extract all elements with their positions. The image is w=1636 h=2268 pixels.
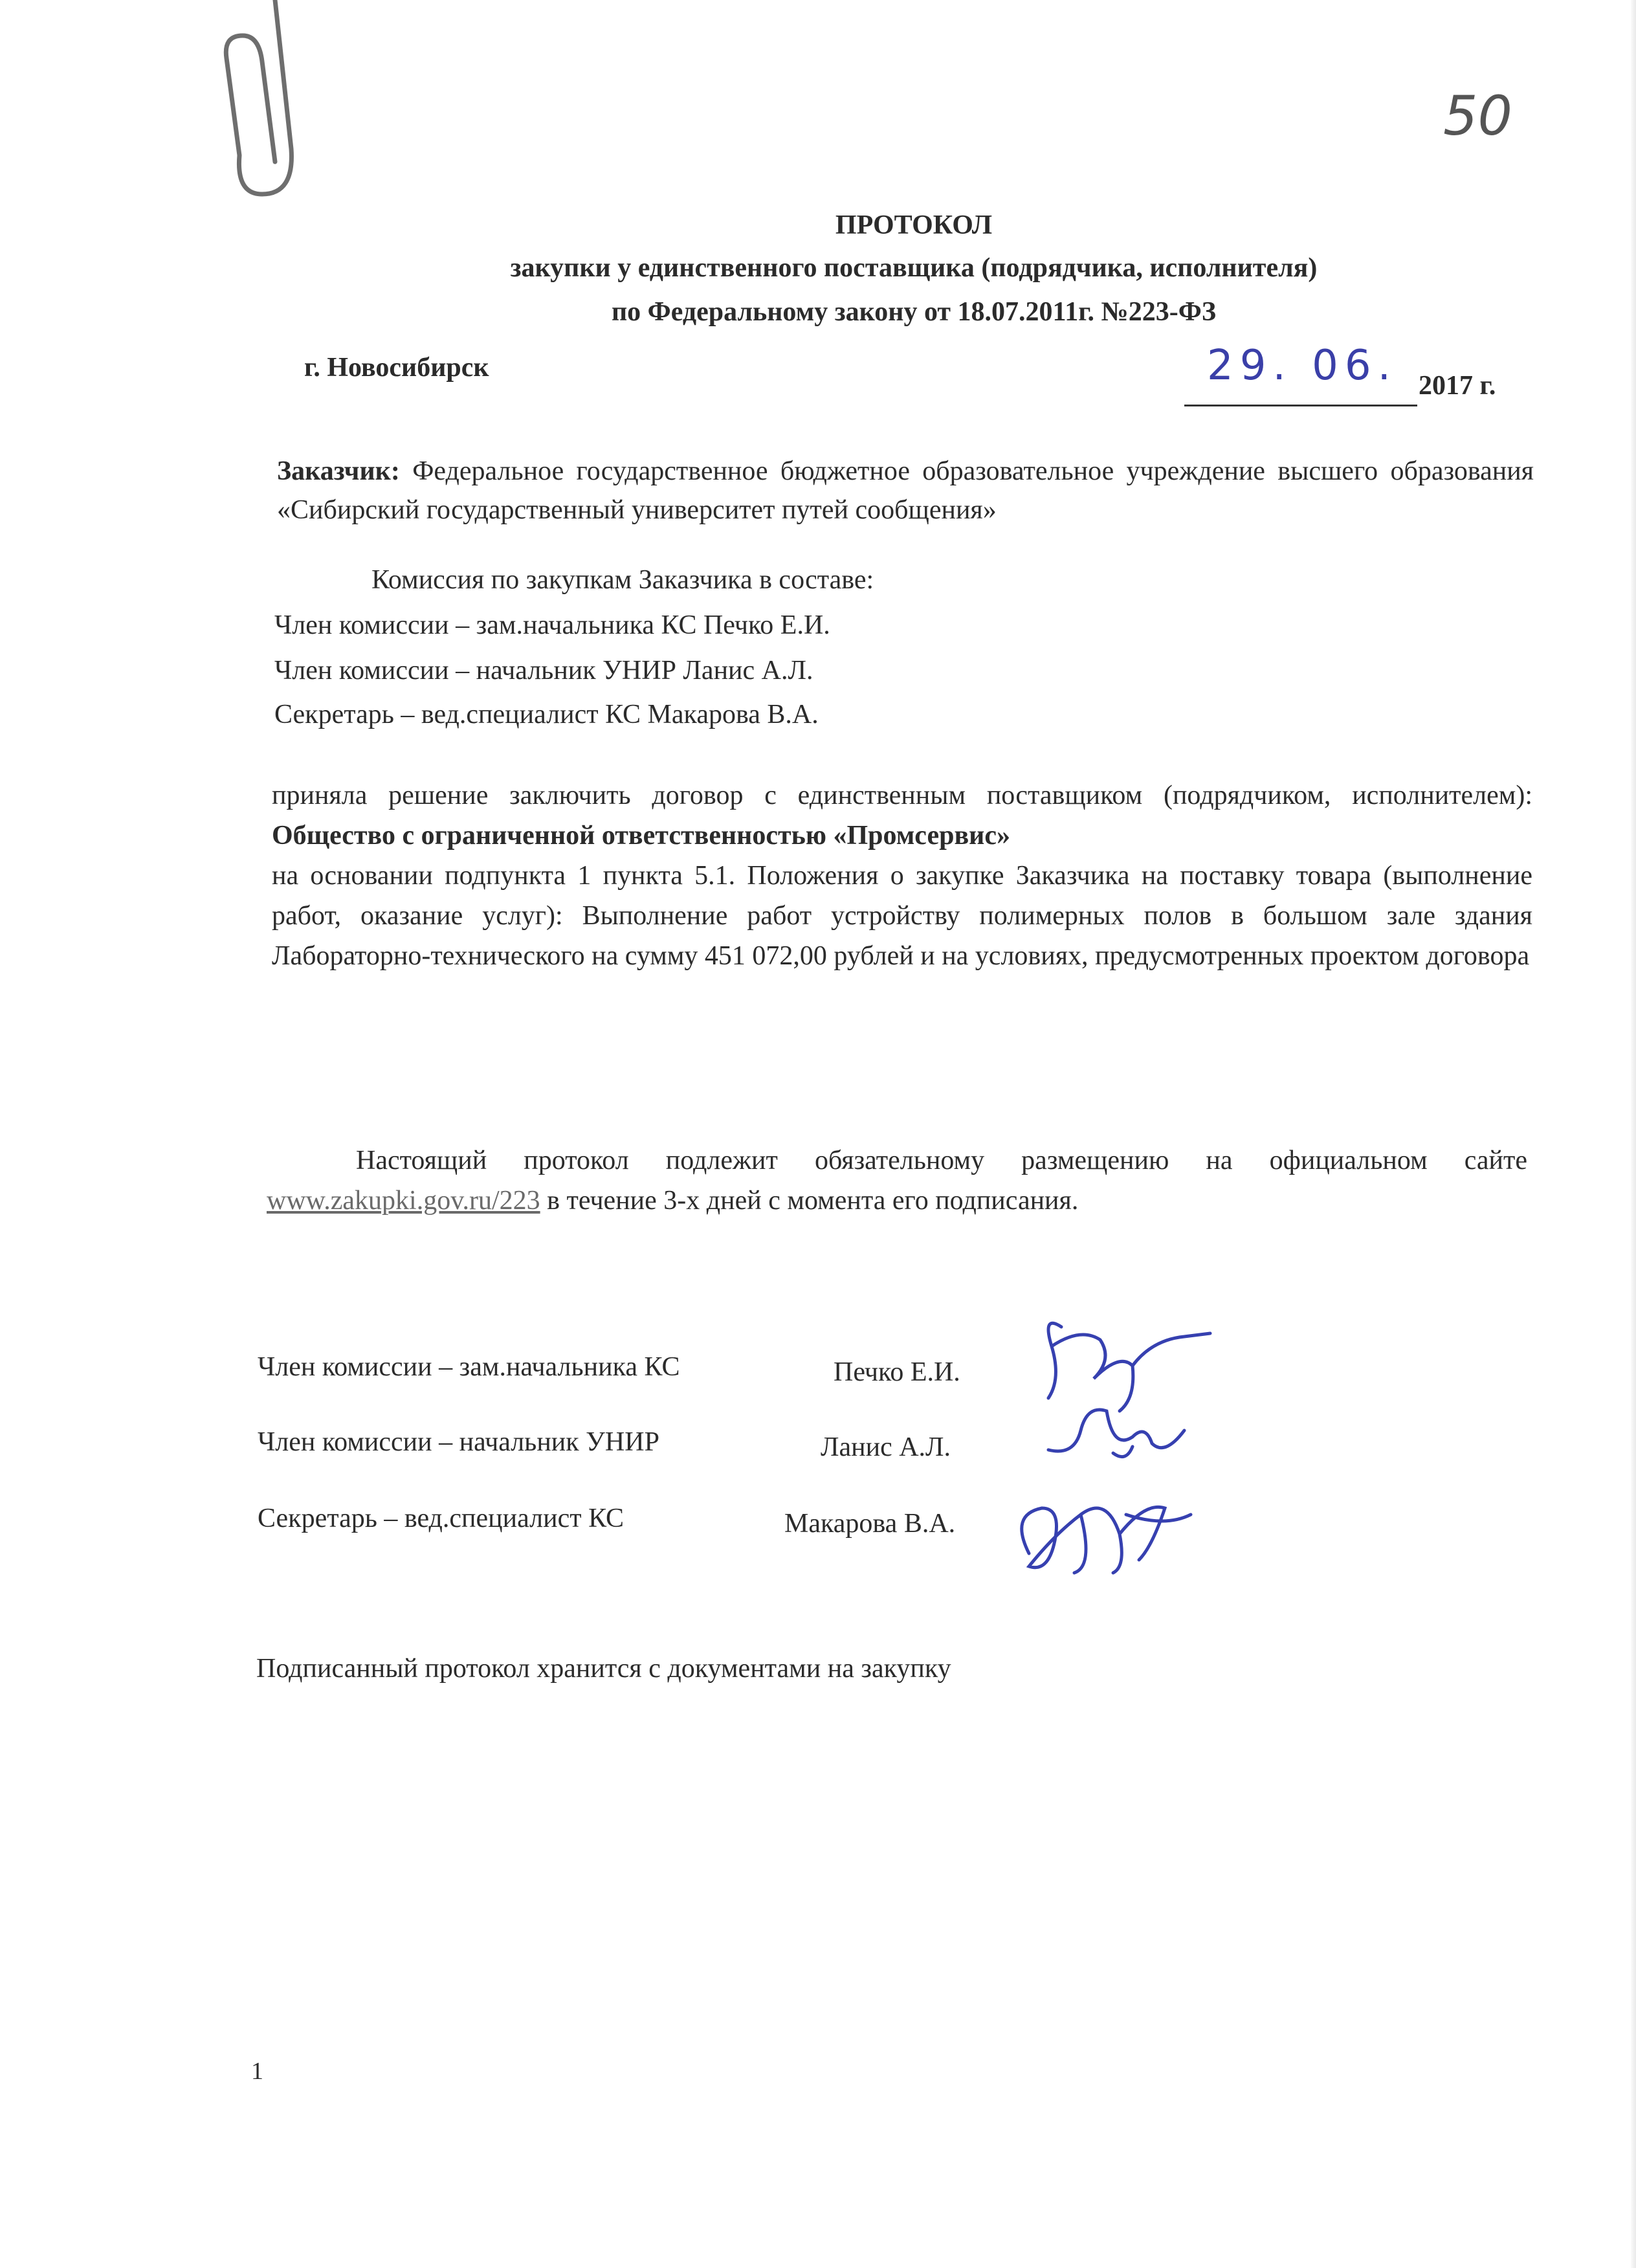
publication-text: Настоящий протокол подлежит обязательному размещению на официальном сайте (356, 1146, 1527, 1175)
publication-text-2: в течение 3-х дней с момента его подписания. (540, 1186, 1079, 1216)
customer-label: Заказчик: (277, 456, 400, 486)
commission-member: Секретарь – вед.специалист КС Макарова В.А. (274, 700, 819, 729)
decision-basis: на основании подпункта 1 пункта 5.1. Положения о закупке Заказчика на поставку товара (выполнение работ, оказание услуг): Выполнение работ устройству полимерных полов в большом зале здания Лабораторно-технического на сумму 451 072,00 рублей и на условиях, предусмотренных проектом договора (272, 861, 1532, 971)
page-mark: 50 (1443, 84, 1512, 148)
decision-text: приняла решение заключить договор с единственным поставщиком (подрядчиком, исполнителем): (272, 781, 1532, 810)
customer-text: Федеральное государственное бюджетное образовательное учреждение высшего образования «Сибирский государственный университет путей сообщения» (277, 456, 1534, 525)
decision-paragraph (272, 775, 1532, 976)
doc-subtitle-2: по Федеральному закону от 18.07.2011г. №223-ФЗ (611, 297, 1216, 327)
signature-role: Член комиссии – начальник УНИР (258, 1427, 659, 1457)
commission-member: Член комиссии – зам.начальника КС Печко Е.И. (274, 610, 830, 640)
signature-makarova-icon (997, 1476, 1204, 1605)
signature-role: Член комиссии – зам.начальника КС (258, 1352, 680, 1382)
supplier-name: Общество с ограниченной ответственностью «Промсервис» (272, 821, 1010, 850)
commission-member: Член комиссии – начальник УНИР Ланис А.Л. (274, 656, 813, 685)
zakupki-link[interactable]: www.zakupki.gov.ru/223 (267, 1186, 540, 1216)
doc-subtitle-1: закупки у единственного поставщика (подрядчика, исполнителя) (510, 253, 1318, 283)
date-year: 2017 г. (1419, 371, 1496, 401)
signature-name: Печко Е.И. (834, 1357, 960, 1387)
signature-role: Секретарь – вед.специалист КС (258, 1504, 625, 1533)
page-number: 1 (251, 2058, 263, 2085)
publication-paragraph (267, 1140, 1527, 1221)
signature-name: Ланис А.Л. (821, 1432, 951, 1462)
commission-intro: Комиссия по закупкам Заказчика в составе: (371, 565, 874, 595)
page-edge (1631, 0, 1636, 2268)
date-underline (1184, 405, 1417, 406)
signature-name: Макарова В.А. (784, 1509, 956, 1539)
doc-title: ПРОТОКОЛ (835, 210, 993, 240)
paperclip-icon (214, 0, 317, 207)
customer-paragraph (277, 452, 1534, 529)
place: г. Новосибирск (304, 353, 489, 383)
date-handwritten: 29. 06. (1207, 342, 1397, 390)
footer-note: Подписанный протокол хранится с документами на закупку (256, 1654, 951, 1684)
signature-lanis-icon (1035, 1392, 1204, 1476)
